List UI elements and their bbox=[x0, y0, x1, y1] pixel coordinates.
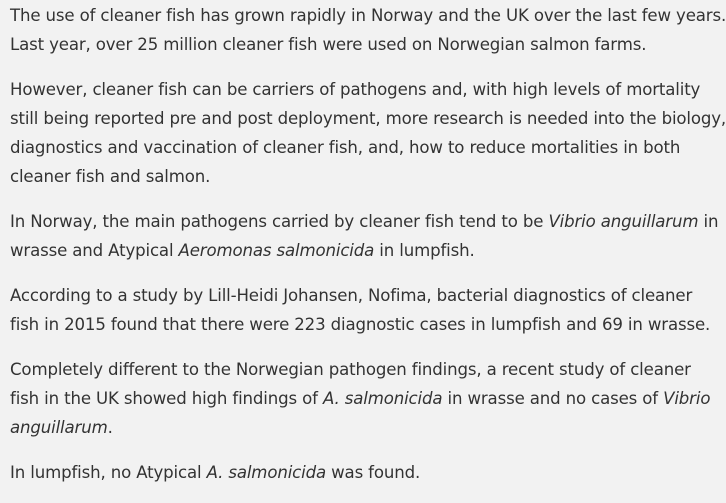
paragraph-5 bbox=[10, 355, 710, 442]
paragraph-2 bbox=[10, 75, 726, 191]
text-run: wrasse and Atypical bbox=[10, 241, 179, 260]
italic-text-run: Aeromonas salmonicida bbox=[178, 241, 375, 260]
text-run: diagnostics and vaccination of cleaner fish, and, how to reduce mortalities in both bbox=[10, 138, 681, 157]
text-run: However, cleaner fish can be carriers of pathogens and, with high levels of mortality bbox=[10, 80, 701, 99]
text-line bbox=[10, 75, 710, 104]
paragraph-1 bbox=[10, 1, 726, 59]
text-run: In Norway, the main pathogens carried by cleaner fish tend to be bbox=[10, 212, 549, 231]
text-run: in wrasse and no cases of bbox=[442, 389, 664, 408]
text-line bbox=[10, 1, 726, 30]
text-line bbox=[10, 355, 710, 384]
text-line bbox=[10, 133, 710, 162]
text-line bbox=[10, 236, 710, 265]
italic-text-run: anguillarum bbox=[10, 418, 108, 437]
text-run: in lumpfish. bbox=[374, 241, 475, 260]
text-line bbox=[10, 413, 710, 442]
text-run: According to a study by Lill-Heidi Johansen, Nofima, bacterial diagnostics of cleaner bbox=[10, 286, 693, 305]
italic-text-run: Vibrio anguillarum bbox=[548, 212, 699, 231]
text-run: still being reported pre and post deployment, more research is needed into the biology, bbox=[10, 109, 726, 128]
text-run: fish in the UK showed high findings of bbox=[10, 389, 323, 408]
paragraph-4 bbox=[10, 281, 710, 339]
text-run: fish in 2015 found that there were 223 diagnostic cases in lumpfish and 69 in wrasse. bbox=[10, 315, 711, 334]
text-line bbox=[10, 458, 710, 487]
text-line bbox=[10, 310, 710, 339]
text-line bbox=[10, 104, 726, 133]
italic-text-run: A. salmonicida bbox=[322, 389, 443, 408]
text-run: Completely different to the Norwegian pathogen findings, a recent study of cleaner bbox=[10, 360, 691, 379]
text-run: was found. bbox=[326, 463, 421, 482]
text-run: Last year, over 25 million cleaner fish were used on Norwegian salmon farms. bbox=[10, 35, 647, 54]
text-run: In lumpfish, no Atypical bbox=[10, 463, 207, 482]
text-run: The use of cleaner fish has grown rapidly in Norway and the UK over the last few years. bbox=[10, 6, 726, 25]
text-line bbox=[10, 281, 710, 310]
italic-text-run: Vibrio bbox=[663, 389, 711, 408]
text-line bbox=[10, 207, 719, 236]
text-line bbox=[10, 162, 710, 191]
article-body bbox=[10, 0, 726, 503]
text-run: cleaner fish and salmon. bbox=[10, 167, 211, 186]
text-run: . bbox=[107, 418, 113, 437]
text-run: in bbox=[698, 212, 719, 231]
italic-text-run: A. salmonicida bbox=[206, 463, 326, 482]
paragraph-6 bbox=[10, 458, 710, 487]
paragraph-3 bbox=[10, 207, 719, 265]
text-line bbox=[10, 384, 710, 413]
text-line bbox=[10, 30, 710, 59]
